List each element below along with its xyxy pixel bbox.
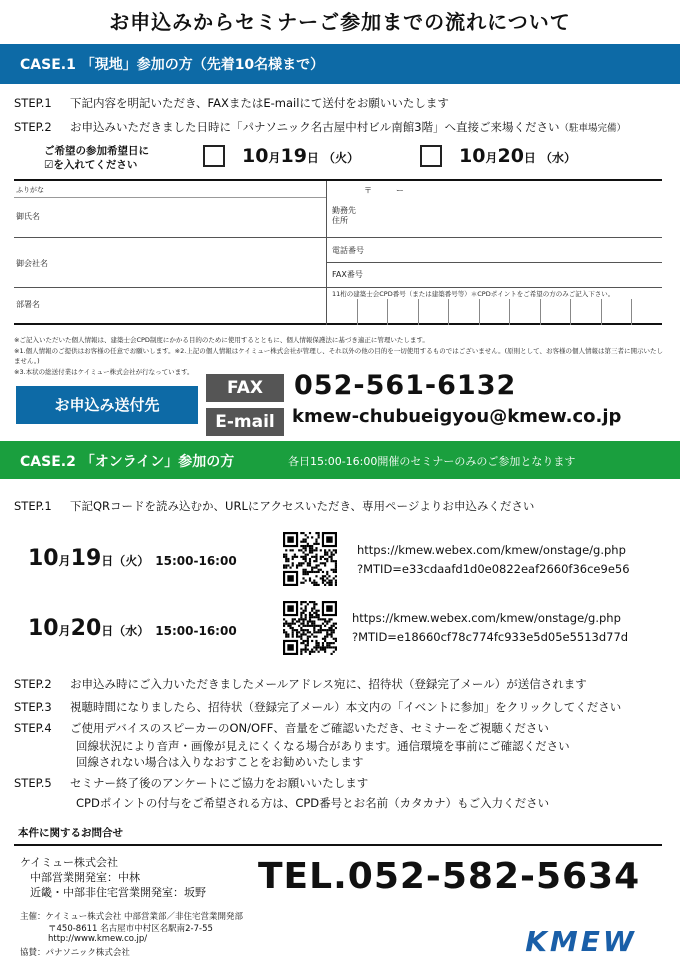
cpd-digit-cell[interactable] — [601, 299, 632, 325]
step4-continuation-1: 回線状況により音声・画像が見えにくくなる場合があります。通信環境を事前にご確認ください — [76, 739, 570, 753]
date-option-1019 — [242, 145, 359, 167]
date-label-line: ☑を入れてください — [44, 159, 138, 171]
session-url-1019[interactable] — [357, 541, 630, 579]
date-day-num: 20 — [70, 616, 102, 641]
case1-step1 — [14, 95, 449, 111]
date-day-unit: 日 — [306, 151, 319, 165]
step-text: お申込み時にご入力いただきましたメールアドレス宛に、招待状（登録完了メール）が送信されます — [70, 677, 587, 691]
date-month-unit: 月 — [485, 151, 498, 165]
note-line: ※1.個人情報のご提供はお客様の任意でお願いします。※2.上記の個人情報はケイミュー株式会社が管理し、それ以外の他の目的を一切使用するものではございません。(原則として、お客様の個人情報は第三者に開示いたしません。) — [14, 346, 663, 365]
fax-label: FAX番号 — [332, 270, 363, 279]
qr-code-1019[interactable] — [283, 532, 337, 586]
form-divider — [326, 181, 327, 287]
url-line: ?MTID=e18660cf78c774fc933e5d05e5513d77d — [352, 630, 629, 644]
phone-label: 電話番号 — [332, 246, 364, 255]
step-number: STEP.2 — [14, 120, 52, 134]
send-destination-label: お申込み送付先 — [16, 386, 198, 424]
step-text: 下記QRコードを読み込むか、URLにアクセスいただき、専用ページよりお申込みください — [70, 499, 535, 513]
step-text: セミナー終了後のアンケートにご協力をお願いいたします — [70, 776, 369, 790]
cpd-digit-cell[interactable] — [357, 299, 388, 325]
inquiry-phone[interactable]: TEL.052-582-5634 — [258, 856, 641, 897]
logo-text: KMEW — [525, 925, 637, 958]
case1-header-band — [0, 44, 680, 84]
work-address-label-2: 住所 — [332, 216, 348, 225]
step-text: 下記内容を明記いただき、FAXまたはE-mailにて送付をお願いいたします — [70, 96, 449, 110]
cpd-digit-cell[interactable] — [448, 299, 479, 325]
url-line: https://kmew.webex.com/kmew/onstage/g.php — [352, 611, 621, 625]
footer-organizer: 主催：ケイミュー株式会社 中部営業部／非住宅営業開発部 — [20, 912, 243, 922]
case2-header: CASE.2 「オンライン」参加の方 — [20, 454, 235, 470]
cpd-digit-cell[interactable] — [570, 299, 601, 325]
step-number: STEP.1 — [14, 96, 52, 110]
case2-step4 — [14, 720, 549, 736]
name-label: 御氏名 — [16, 212, 40, 221]
cpd-digit-cell[interactable] — [509, 299, 540, 325]
postal-code-label: 〒 ー — [364, 186, 404, 195]
form-line — [14, 237, 326, 238]
step-text: お申込みいただきました日時に「パナソニック名古屋中村ビル南館3階」へ直接ご来場ください — [70, 120, 560, 134]
cpd-digit-cell[interactable] — [479, 299, 510, 325]
step-number: STEP.5 — [14, 776, 52, 790]
step-text: ご使用デバイスのスピーカーのON/OFF、音量をご確認いただき、セミナーをご視聴ください — [70, 721, 549, 735]
step4-continuation-2: 回線されない場合は入りなおすことをお勧めいたします — [76, 755, 364, 769]
form-line — [326, 262, 662, 263]
url-line: ?MTID=e33cdaafd1d0e0822eaf2660f36ce9e56 — [357, 562, 630, 576]
date-day-num: 20 — [497, 145, 524, 167]
form-line — [326, 237, 662, 238]
session-time: 15:00-16:00 — [155, 554, 237, 568]
cpd-number-boxes[interactable] — [326, 299, 662, 325]
cpd-digit-cell[interactable] — [540, 299, 571, 325]
date-checkbox-1019[interactable] — [203, 145, 225, 167]
step-number: STEP.1 — [14, 499, 52, 513]
date-select-label — [44, 144, 149, 172]
cpd-digit-cell[interactable] — [326, 299, 357, 325]
date-weekday: （火） — [322, 151, 359, 165]
cpd-digit-cell[interactable] — [631, 299, 662, 325]
form-line — [14, 197, 326, 198]
date-day-num: 19 — [70, 546, 102, 571]
email-address[interactable]: kmew-chubueigyou@kmew.co.jp — [292, 406, 622, 427]
kmew-logo — [500, 924, 662, 958]
work-address-label-1: 勤務先 — [332, 206, 356, 215]
qr-code-1020[interactable] — [283, 601, 337, 655]
session-time: 15:00-16:00 — [155, 624, 237, 638]
inquiry-divider — [14, 844, 662, 846]
date-checkbox-1020[interactable] — [420, 145, 442, 167]
inquiry-office-1: 中部営業開発室：中林 — [30, 871, 140, 884]
parking-note: （駐車場完備） — [559, 123, 627, 134]
date-weekday: （火） — [113, 554, 150, 568]
date-day-unit: 日 — [101, 554, 114, 568]
date-month-num: 10 — [242, 145, 269, 167]
case2-header-band — [0, 441, 680, 479]
date-label-line: ご希望の参加希望日に — [44, 145, 149, 157]
case2-step1 — [14, 498, 534, 514]
case2-header-note: 各日15:00-16:00開催のセミナーのみのご参加となります — [288, 455, 576, 468]
note-line: ※ご記入いただいた個人情報は、建築士会CPD制度にかかる目的のために使用するとともに、個人情報保護法に基づき適正に管理いたします。 — [14, 336, 429, 344]
step-number: STEP.2 — [14, 677, 52, 691]
application-form — [14, 179, 662, 325]
form-line — [14, 287, 662, 288]
footer-address: 〒450-8611 名古屋市中村区名駅南2-7-55 — [48, 924, 213, 934]
date-month-num: 10 — [28, 616, 59, 641]
case1-step2 — [14, 119, 626, 135]
step-text: 視聴時間になりましたら、招待状（登録完了メール）本文内の「イベントに参加」をクリックしてください — [70, 700, 622, 714]
cpd-label: 11桁の建築士会CPD番号（または建築番号等）＊CPDポイントをご希望の方のみご記入下さい。 — [332, 290, 615, 298]
footer-url[interactable]: http://www.kmew.co.jp/ — [48, 934, 148, 944]
date-option-1020 — [459, 145, 576, 167]
cpd-digit-cell[interactable] — [387, 299, 418, 325]
session-date-1020 — [28, 616, 237, 641]
date-month-unit: 月 — [58, 554, 71, 568]
date-weekday: （水） — [113, 624, 150, 638]
case2-step5 — [14, 775, 368, 791]
cpd-digit-cell[interactable] — [418, 299, 449, 325]
date-day-unit: 日 — [523, 151, 536, 165]
fax-tag: FAX — [206, 374, 284, 402]
email-tag: E-mail — [206, 408, 284, 436]
case2-step3 — [14, 699, 621, 715]
date-weekday: （水） — [539, 151, 576, 165]
step-number: STEP.4 — [14, 721, 52, 735]
case2-step2 — [14, 676, 587, 692]
company-label: 御会社名 — [16, 259, 48, 268]
date-month-num: 10 — [459, 145, 486, 167]
date-month-num: 10 — [28, 546, 59, 571]
date-day-unit: 日 — [101, 624, 114, 638]
date-month-unit: 月 — [58, 624, 71, 638]
url-line: https://kmew.webex.com/kmew/onstage/g.php — [357, 543, 626, 557]
furigana-label: ふりがな — [16, 186, 44, 194]
inquiry-title: 本件に関するお問合せ — [18, 827, 123, 839]
step-number: STEP.3 — [14, 700, 52, 714]
inquiry-company: ケイミュー株式会社 — [20, 856, 119, 869]
date-month-unit: 月 — [268, 151, 281, 165]
inquiry-office-2: 近畿・中部非住宅営業開発室：坂野 — [30, 886, 206, 899]
footer-cosponsor: 協賛：パナソニック株式会社 — [20, 948, 130, 958]
fax-number: 052-561-6132 — [294, 370, 517, 401]
date-day-num: 19 — [280, 145, 307, 167]
case1-header: CASE.1 「現地」参加の方（先着10名様まで） — [20, 57, 325, 73]
department-label: 部署名 — [16, 300, 40, 309]
note-line: ※3.本状の総送付業はケイミュー株式会社が行なっています。 — [14, 367, 194, 376]
session-url-1020[interactable] — [352, 609, 628, 647]
page-title: お申込みからセミナーご参加までの流れについて — [109, 10, 571, 34]
step5-continuation: CPDポイントの付与をご希望される方は、CPD番号とお名前（カタカナ）もご入力ください — [76, 796, 550, 810]
session-date-1019 — [28, 546, 237, 571]
